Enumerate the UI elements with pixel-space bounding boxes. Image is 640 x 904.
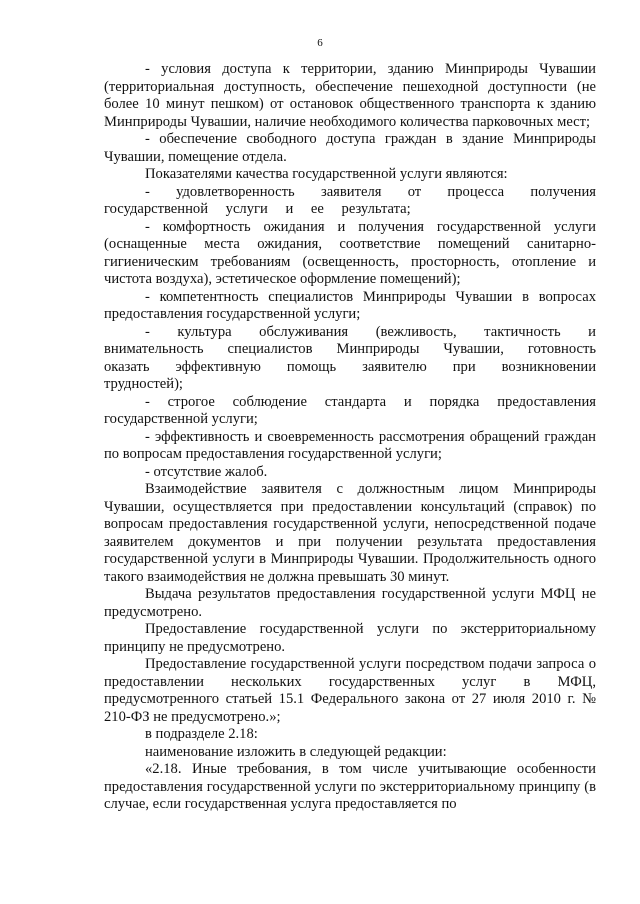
paragraph-mfc-results: Выдача результатов предоставления государственной услуги МФЦ не предусмотрено. bbox=[104, 586, 596, 620]
paragraph-access-conditions: - условия доступа к территории, зданию Минприроды Чувашии (территориальная доступность, обеспечение пешеходной доступности (не более 10 минут пешком) от остановок общественного транспорта к зданию Минприроды Чувашии, наличие необходимого количества парковочных мест; bbox=[104, 61, 596, 130]
paragraph-section-2-18: «2.18. Иные требования, в том числе учитывающие особенности предоставления государственной услуги по экстерриториальному принципу (в случае, если государственная услуга предоставляется по bbox=[104, 761, 596, 812]
paragraph-service-culture: - культура обслуживания (вежливость, тактичность и внимательность специалистов Минприроды Чувашии, готовность оказать эффективную помощь заявителю при возникновении трудностей); bbox=[104, 323, 596, 392]
paragraph-extraterritorial: Предоставление государственной услуги по экстерриториальному принципу не предусмотрено. bbox=[104, 621, 596, 655]
paragraph-waiting-comfort: - комфортность ожидания и получения государственной услуги (оснащенные места ожидания, соответствие помещений санитарно-гигиеническим требованиям (освещенность, просторность, отопление и чистота воздуха), эстетическое оформление помещений); bbox=[104, 218, 596, 287]
paragraph-quality-indicators-heading: Показателями качества государственной услуги являются: bbox=[145, 166, 508, 182]
paragraph-name-edit: наименование изложить в следующей редакции: bbox=[145, 743, 447, 760]
paragraph-no-complaints: - отсутствие жалоб. bbox=[145, 463, 268, 480]
paragraph-standard-compliance: - строгое соблюдение стандарта и порядка предоставления государственной услуги; bbox=[104, 393, 596, 427]
paragraph-free-access: - обеспечение свободного доступа граждан в здание Минприроды Чувашии, помещение отдела. bbox=[104, 131, 596, 165]
paragraph-interaction: Взаимодействие заявителя с должностным лицом Минприроды Чувашии, осуществляется при предоставлении консультаций (справок) по вопросам предоставления государственной услуги, непосредственной подаче заявителем документов и при получении результата предоставления государственной услуги в Минприроды Чувашии. Продолжительность одного такого взаимодействия не должна превышать 30 минут. bbox=[104, 481, 596, 585]
document-body bbox=[104, 61, 596, 814]
paragraph-multiple-services: Предоставление государственной услуги посредством подачи запроса о предоставлении нескольких государственных услуг в МФЦ, предусмотренного статьей 15.1 Федерального закона от 27 июля 2010 г. № 210-ФЗ не предусмотрено.»; bbox=[104, 656, 596, 725]
paragraph-applicant-satisfaction: - удовлетворенность заявителя от процесса получения государственной услуги и ее результата; bbox=[104, 183, 596, 217]
paragraph-specialist-competence: - компетентность специалистов Минприроды Чувашии в вопросах предоставления государственной услуги; bbox=[104, 288, 596, 322]
paragraph-efficiency: - эффективность и своевременность рассмотрения обращений граждан по вопросам предоставления государственной услуги; bbox=[104, 428, 596, 462]
paragraph-subsection: в подразделе 2.18: bbox=[145, 726, 258, 742]
page-number: 6 bbox=[317, 37, 323, 49]
